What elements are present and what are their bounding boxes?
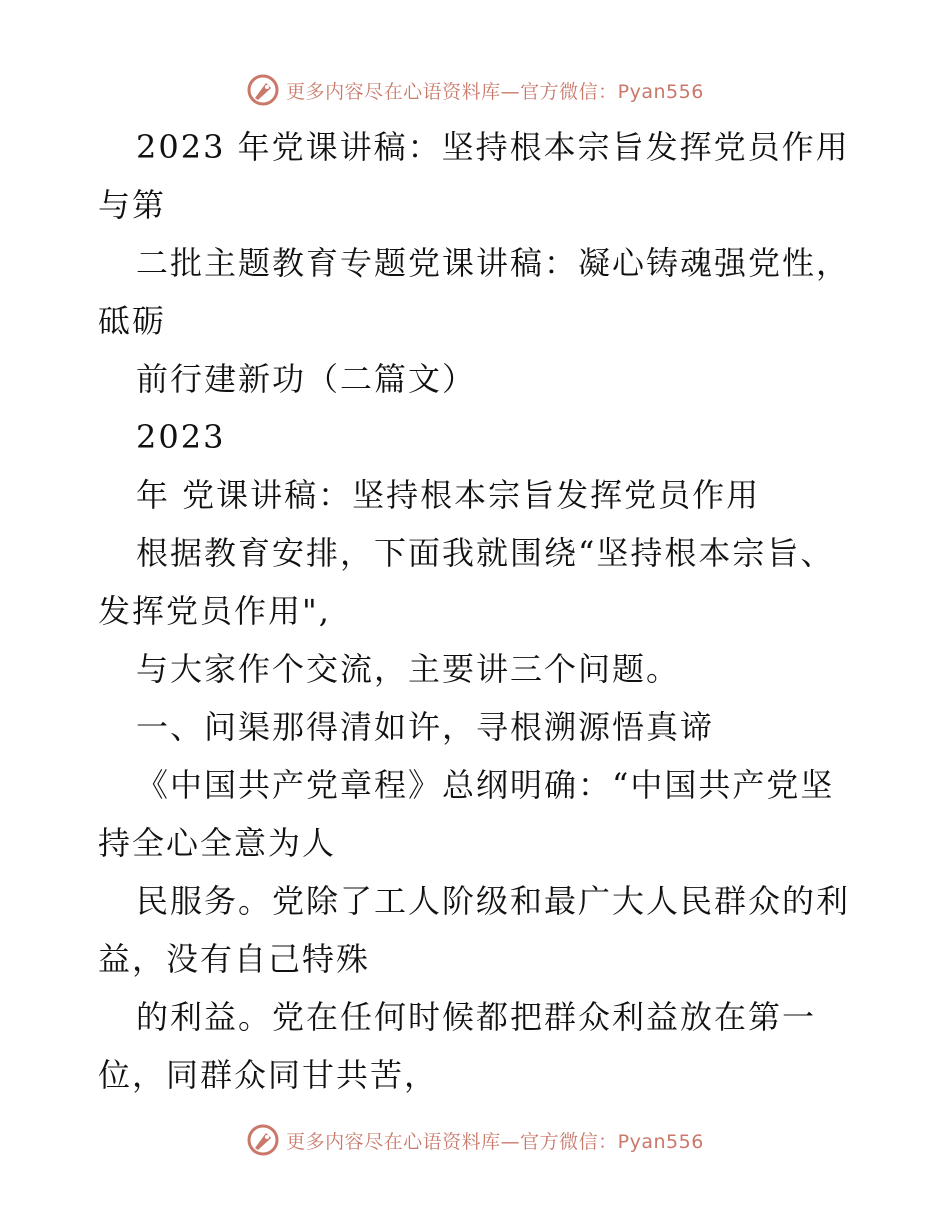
text-line: 民服务。党除了工人阶级和最广大人民群众的利 <box>136 882 851 920</box>
text-line: 一、问渠那得清如许，寻根溯源悟真谛 <box>136 708 715 746</box>
text-line: 益，没有自己特殊 <box>98 940 371 978</box>
text-line: 二批主题教育专题党课讲稿：凝心铸魂强党性， <box>136 244 851 282</box>
text-line: 与第 <box>98 186 167 224</box>
text-line: 与大家作个交流，主要讲三个问题。 <box>136 650 681 688</box>
text-line: 根据教育安排，下面我就围绕“坚持根本宗旨、 <box>136 534 835 572</box>
text-line: 发挥党员作用", <box>98 592 331 630</box>
text-line: 2023 <box>136 418 226 456</box>
text-line: 2023 年党课讲稿：坚持根本宗旨发挥党员作用 <box>136 128 850 166</box>
pen-nib-logo-icon <box>246 73 280 107</box>
header-watermark-text: 更多内容尽在心语资料库—官方微信：Pyan556 <box>286 80 704 103</box>
footer-watermark-text: 更多内容尽在心语资料库—官方微信：Pyan556 <box>286 1130 704 1153</box>
header-watermark-banner <box>0 70 950 110</box>
text-line: 的利益。党在任何时候都把群众利益放在第一 <box>136 998 817 1036</box>
text-line: 前行建新功（二篇文） <box>136 360 477 398</box>
text-line: 砥砺 <box>98 302 167 340</box>
text-line: 年 党课讲稿：坚持根本宗旨发挥党员作用 <box>136 476 761 514</box>
text-line: 《中国共产党章程》总纲明确：“中国共产党坚 <box>136 766 835 804</box>
text-line: 位，同群众同甘共苦， <box>98 1056 439 1094</box>
footer-watermark-banner <box>0 1120 950 1160</box>
document-body <box>98 118 868 1104</box>
pen-nib-logo-icon <box>246 1123 280 1157</box>
text-line: 持全心全意为人 <box>98 824 337 862</box>
